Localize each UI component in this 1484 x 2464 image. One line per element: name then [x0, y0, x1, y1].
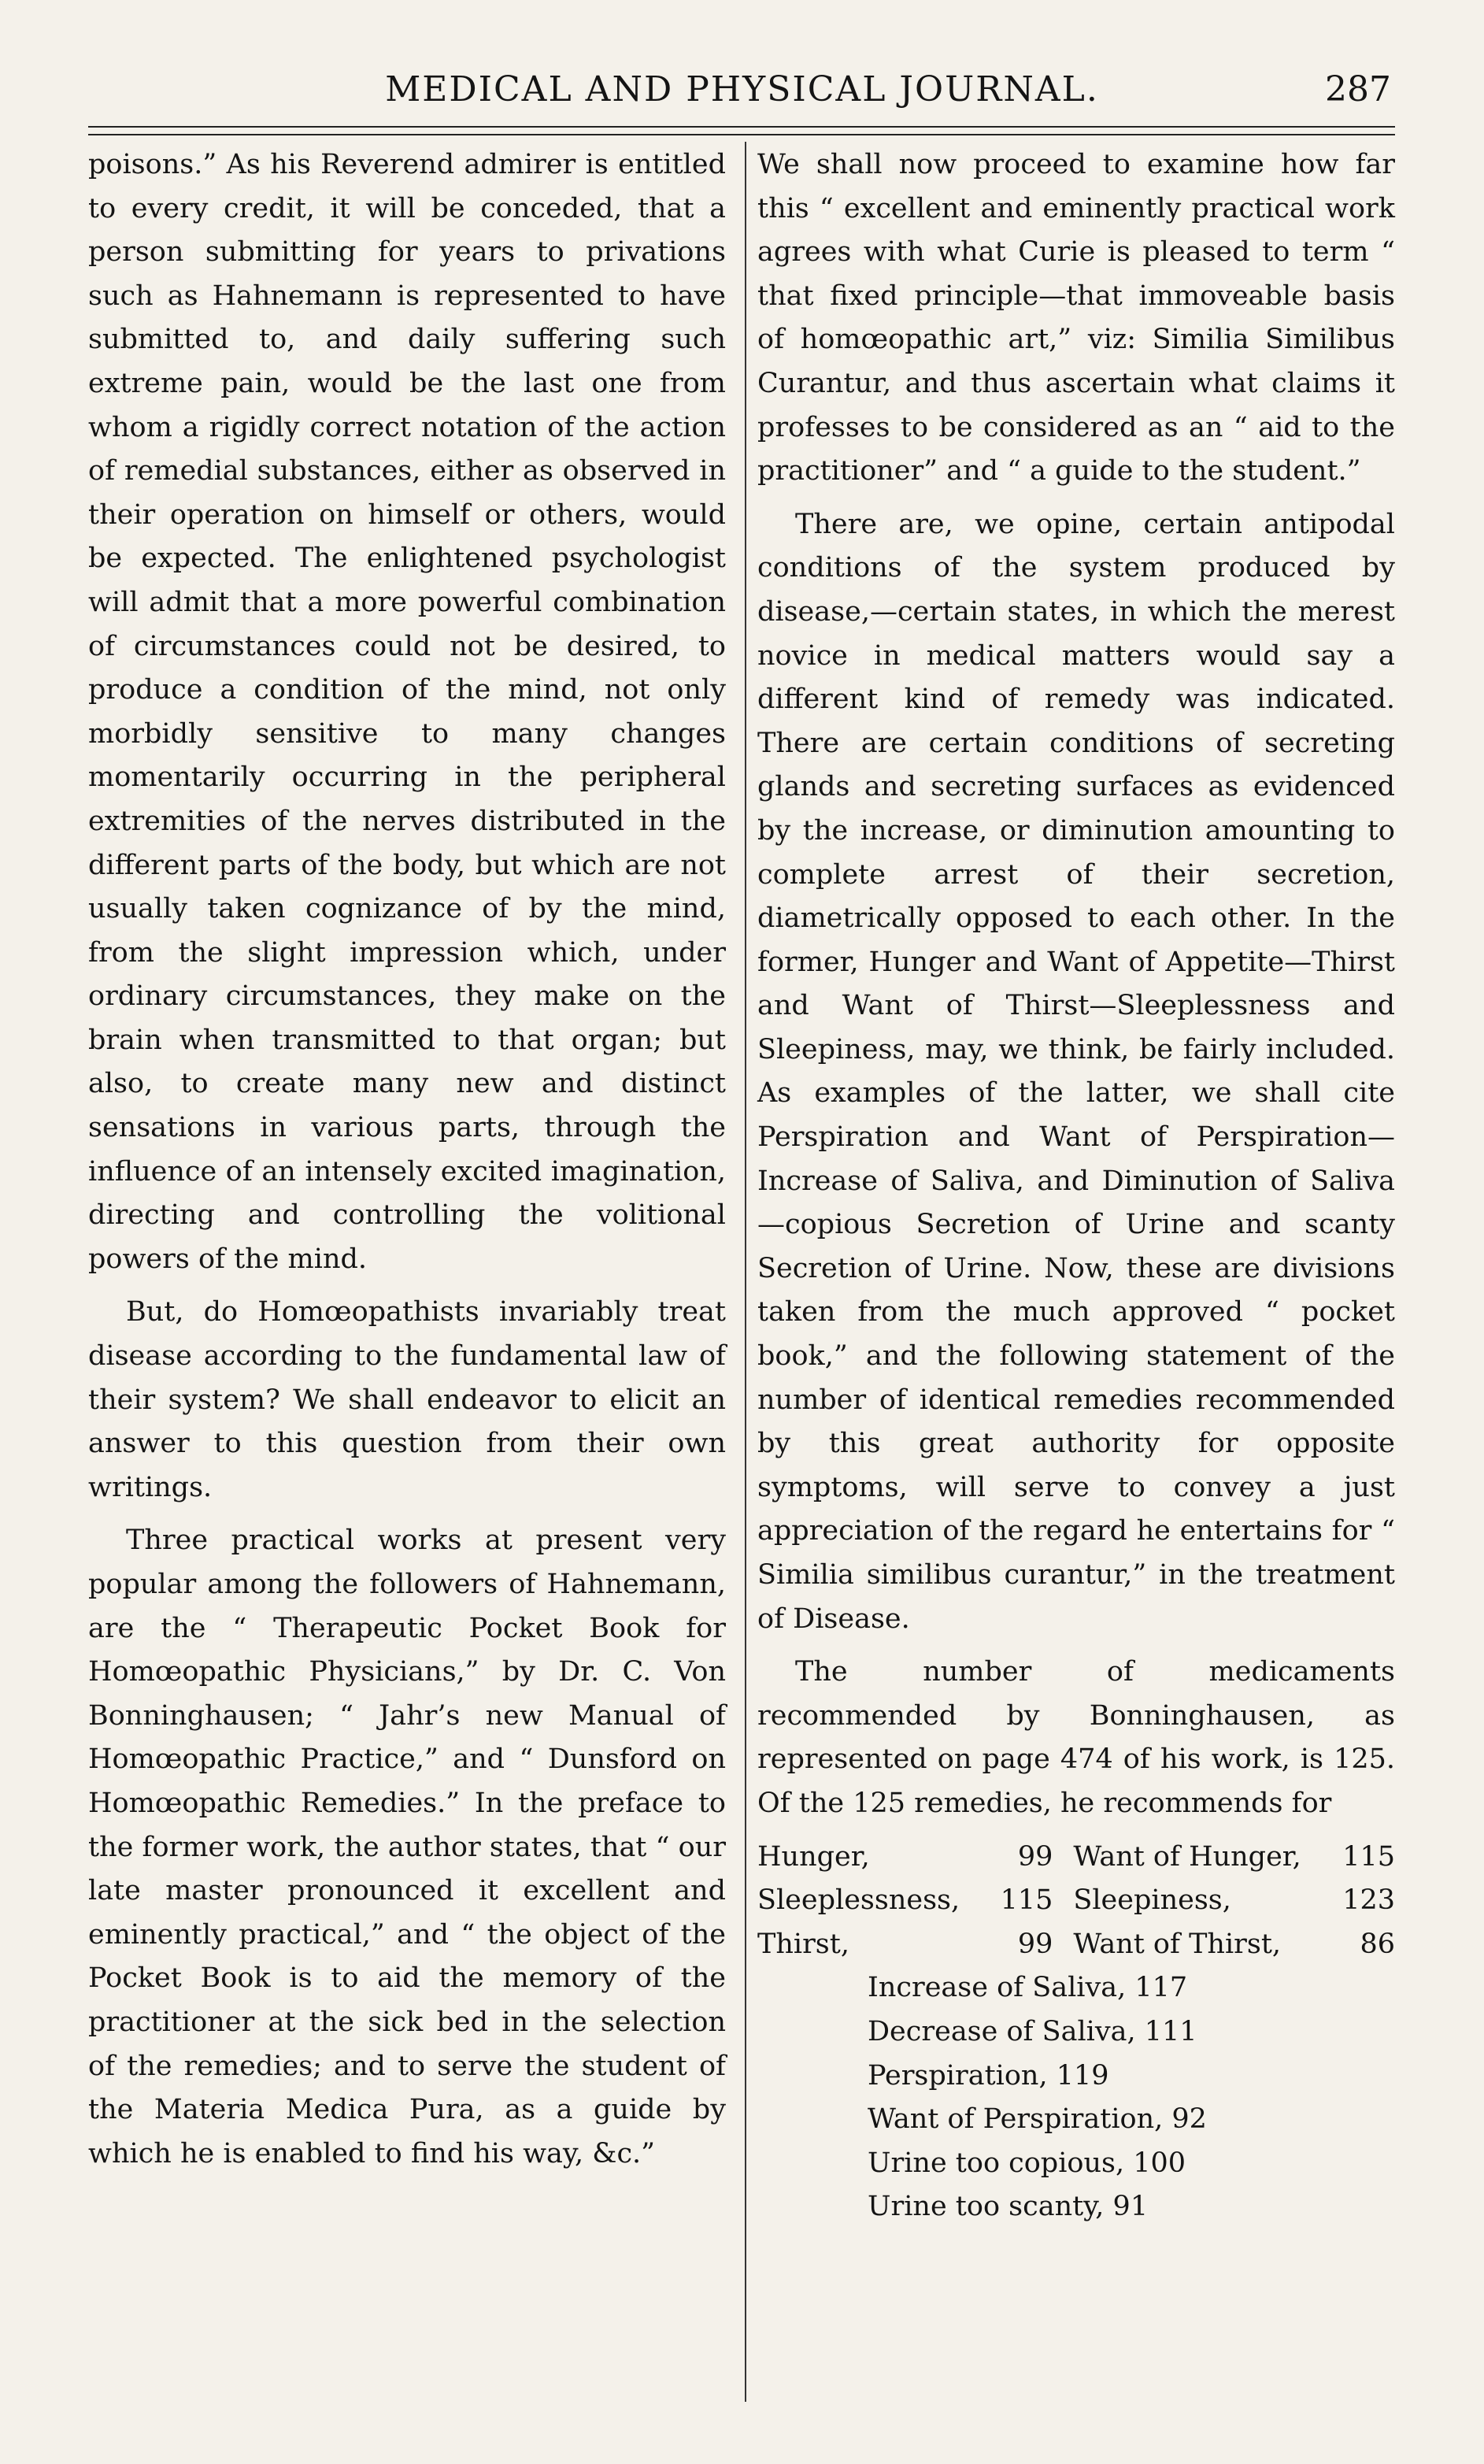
list-item: Increase of Saliva, 117	[868, 1972, 1188, 2004]
left-column	[88, 143, 726, 2185]
header-rule-bottom	[88, 134, 1395, 135]
remedy-count: 115	[1342, 1840, 1395, 1873]
symptom-label: Want of Thirst,	[1073, 1928, 1282, 1960]
list-item: Urine too scanty, 91	[868, 2191, 1149, 2223]
paragraph: But, do Homœopathists invariably treat disease according to the fundamental law of their system? We shall endeavor to elicit an answer to this question from their own writings.	[88, 1296, 726, 1503]
paragraph: We shall now proceed to examine how far this “ excellent and eminently practical work agrees with what Curie is pleased to term “ that fixed principle—that immoveable basis of homœopathic art,” viz: Similia Similibus Curantur, and thus ascertain what claims it professes to be considered as an “ aid to the practitioner” and “ a guide to the student.”	[757, 149, 1395, 487]
remedy-count: 123	[1342, 1884, 1395, 1917]
symptom-label: Sleepiness,	[1073, 1884, 1231, 1917]
header-rule-top	[88, 126, 1395, 128]
running-title: MEDICAL AND PHYSICAL JOURNAL.	[385, 69, 1099, 109]
symptom-label: Hunger,	[757, 1840, 870, 1873]
table-row	[757, 1923, 1395, 1967]
remedy-count: 99	[1017, 1840, 1053, 1873]
remedy-count-table	[757, 1836, 1395, 1967]
list-item: Perspiration, 119	[868, 2059, 1109, 2092]
remedy-list	[868, 1966, 1395, 2229]
page-header	[0, 69, 1484, 124]
remedy-count: 99	[1017, 1928, 1053, 1960]
page-number: 287	[1325, 69, 1391, 109]
column-divider	[745, 142, 746, 2402]
right-column	[757, 143, 1395, 2229]
remedy-count: 86	[1360, 1928, 1395, 1960]
list-item: Decrease of Saliva, 111	[868, 2015, 1197, 2047]
paragraph: There are, we opine, certain antipodal conditions of the system produced by disease,—certain states, in which the merest novice in medical matters would say a different kind of remedy was indicated. There are certain conditions of secreting glands and secreting surfaces as evidenced by the increase, or diminution amounting to complete arrest of their secretion, diametrically opposed to each other. In the former, Hunger and Want of Appetite—Thirst and Want of Thirst—Sleeplessness and Sleepiness, may, we think, be fairly included. As examples of the latter, we shall cite Perspiration and Want of Perspiration—Increase of Saliva, and Diminution of Saliva—copious Secretion of Urine and scanty Secretion of Urine. Now, these are divisions taken from the much approved “ pocket book,” and the following statement of the number of identical remedies recommended by this great authority for opposite symptoms, will serve to convey a just appreciation of the regard he entertains for “ Similia similibus curantur,” in the treatment of Disease.	[757, 508, 1395, 1635]
list-item: Urine too copious, 100	[868, 2147, 1186, 2179]
table-row	[757, 1879, 1395, 1923]
symptom-label: Sleeplessness,	[757, 1884, 960, 1917]
table-row	[757, 1836, 1395, 1880]
paragraph: Three practical works at present very popular among the followers of Hahnemann, are the “ Therapeutic Pocket Book for Homœopathic Physicians,” by Dr. C. Von Bonninghausen; “ Jahr’s new Manual of Homœopathic Practice,” and “ Dunsford on Homœopathic Remedies.” In the preface to the former work, the author states, that “ our late master pronounced it excellent and eminently practical,” and “ the object of the Pocket Book is to aid the memory of the practitioner at the sick bed in the selection of the remedies; and to serve the student of the Materia Medica Pura, as a guide by which he is enabled to find his way, &c.”	[88, 1525, 726, 2169]
paragraph: The number of medicaments recommended by Bonninghausen, as represented on page 474 of his work, is 125. Of the 125 remedies, he recommends for	[757, 1656, 1395, 1819]
list-item: Want of Perspiration, 92	[868, 2103, 1207, 2136]
symptom-label: Want of Hunger,	[1073, 1840, 1301, 1873]
remedy-count: 115	[1000, 1884, 1053, 1917]
paragraph: poisons.” As his Reverend admirer is entitled to every credit, it will be conceded, that a person submitting for years to privations such as Hahnemann is represented to have submitted to, and daily suffering such extreme pain, would be the last one from whom a rigidly correct notation of the action of remedial substances, either as observed in their operation on himself or others, would be expected. The enlightened psychologist will admit that a more powerful combination of circumstances could not be desired, to produce a condition of the mind, not only morbidly sensitive to many changes momentarily occurring in the peripheral extremities of the nerves distributed in the different parts of the body, but which are not usually taken cognizance of by the mind, from the slight impression which, under ordinary circumstances, they make on the brain when transmitted to that organ; but also, to create many new and distinct sensations in various parts, through the influence of an intensely excited imagination, directing and controlling the volitional powers of the mind.	[88, 149, 726, 1275]
symptom-label: Thirst,	[757, 1928, 849, 1960]
